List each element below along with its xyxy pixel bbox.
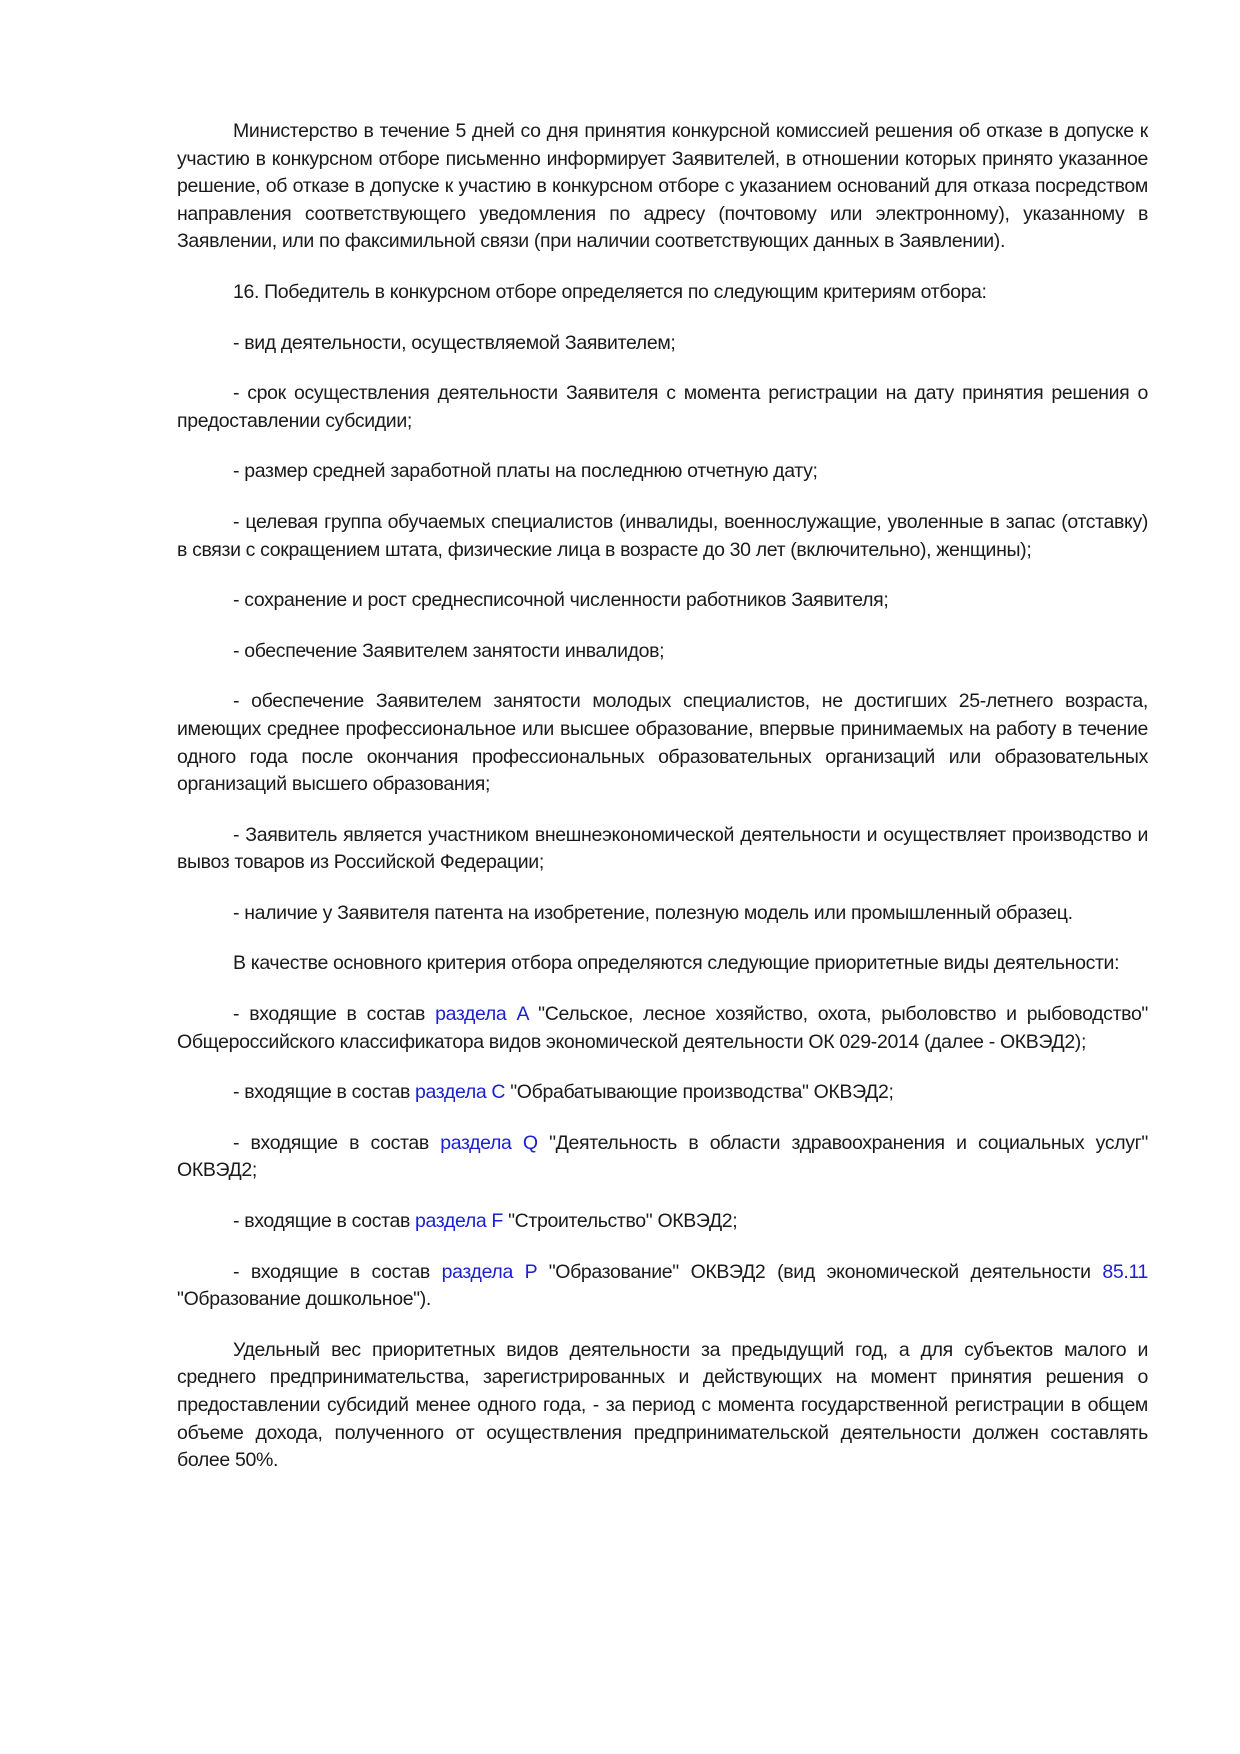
paragraph-priority-heading: В качестве основного критерия отбора определяются следующие приоритетные виды деятельности: xyxy=(233,952,1120,975)
okved-section-a-link[interactable]: раздела A xyxy=(435,1003,529,1026)
okved-item-prefix: - входящие в состав xyxy=(233,1081,416,1104)
okved-section-q-link[interactable]: раздела Q xyxy=(440,1131,538,1154)
okved-item xyxy=(177,1001,1148,1056)
okved-section-c-link[interactable]: раздела C xyxy=(415,1081,506,1104)
paragraph-notification: Министерство в течение 5 дней со дня принятия конкурсной комиссией решения об отказе в допуске к участию в конкурсном отборе письменно информирует Заявителей, в отношении которых принято указанное решение, об отказе в допуске к участию в конкурсном отборе с указанием оснований для отказа посредством направления соответствующего уведомления по адресу (почтовому или электронному), указанному в Заявлении, или по факсимильной связи (при наличии соответствующих данных в Заявлении). xyxy=(177,120,1148,253)
okved-item xyxy=(177,1208,1148,1236)
criteria-item: - сохранение и рост среднесписочной численности работников Заявителя; xyxy=(233,589,889,612)
okved-item-prefix: - входящие в состав xyxy=(233,1003,436,1026)
okved-item-prefix: - входящие в состав xyxy=(233,1131,441,1154)
okved-item xyxy=(177,1259,1148,1314)
document-page xyxy=(177,118,1148,1498)
okved-item-description: "Деятельность в области здравоохранения и социальных услуг" ОКВЭД2; xyxy=(177,1131,1149,1182)
okved-item-description: "Строительство" ОКВЭД2; xyxy=(503,1210,738,1233)
okved-code-85-11-link[interactable]: 85.11 xyxy=(1102,1260,1148,1283)
okved-item-prefix: - входящие в состав xyxy=(233,1210,416,1233)
criteria-item: - обеспечение Заявителем занятости инвалидов; xyxy=(233,639,665,662)
okved-section-f-link[interactable]: раздела F xyxy=(415,1210,503,1233)
okved-item xyxy=(177,1079,1148,1107)
okved-item-description: "Образование" ОКВЭД2 (вид экономической деятельности xyxy=(536,1260,1103,1283)
criteria-item: - наличие у Заявителя патента на изобретение, полезную модель или промышленный образец. xyxy=(233,901,1073,924)
paragraph-share-requirement: Удельный вес приоритетных видов деятельности за предыдущий год, а для субъектов малого и среднего предпринимательства, зарегистрированных и действующих на момент принятия решения о предоставлении субсидий менее одного года, - за период с момента государственной регистрации в общем объеме дохода, полученного от осуществления предпринимательской деятельности должен составлять более 50%. xyxy=(177,1338,1148,1472)
okved-item-description: "Сельское, лесное хозяйство, охота, рыболовство и рыбоводство" Общероссийского классификатора видов экономической деятельности ОК 029-2014 (далее - ОКВЭД2); xyxy=(177,1003,1149,1053)
criteria-item: - срок осуществления деятельности Заявителя с момента регистрации на дату принятия решения о предоставлении субсидии; xyxy=(177,382,1148,432)
paragraph-criteria-heading: 16. Победитель в конкурсном отборе определяется по следующим критериям отбора: xyxy=(233,280,987,303)
okved-item xyxy=(177,1130,1148,1185)
criteria-item: - Заявитель является участником внешнеэкономической деятельности и осуществляет производство и вывоз товаров из Российской Федерации; xyxy=(177,823,1148,874)
criteria-item: - размер средней заработной платы на последнюю отчетную дату; xyxy=(233,460,818,483)
okved-section-p-link[interactable]: раздела P xyxy=(441,1260,537,1283)
okved-item-prefix: - входящие в состав xyxy=(233,1260,442,1283)
okved-item-description: "Обрабатывающие производства" ОКВЭД2; xyxy=(505,1081,894,1104)
okved-item-description: "Образование дошкольное"). xyxy=(177,1288,431,1311)
criteria-item: - вид деятельности, осуществляемой Заявителем; xyxy=(233,331,676,354)
criteria-item: - целевая группа обучаемых специалистов (инвалиды, военнослужащие, уволенные в запас (отставку) в связи с сокращением штата, физические лица в возрасте до 30 лет (включительно), женщины); xyxy=(177,510,1148,561)
criteria-item: - обеспечение Заявителем занятости молодых специалистов, не достигших 25-летнего возраста, имеющих среднее профессиональное или высшее образование, впервые принимаемых на работу в течение одного года после окончания профессиональных образовательных организаций или образовательных организаций высшего образования; xyxy=(177,690,1148,796)
